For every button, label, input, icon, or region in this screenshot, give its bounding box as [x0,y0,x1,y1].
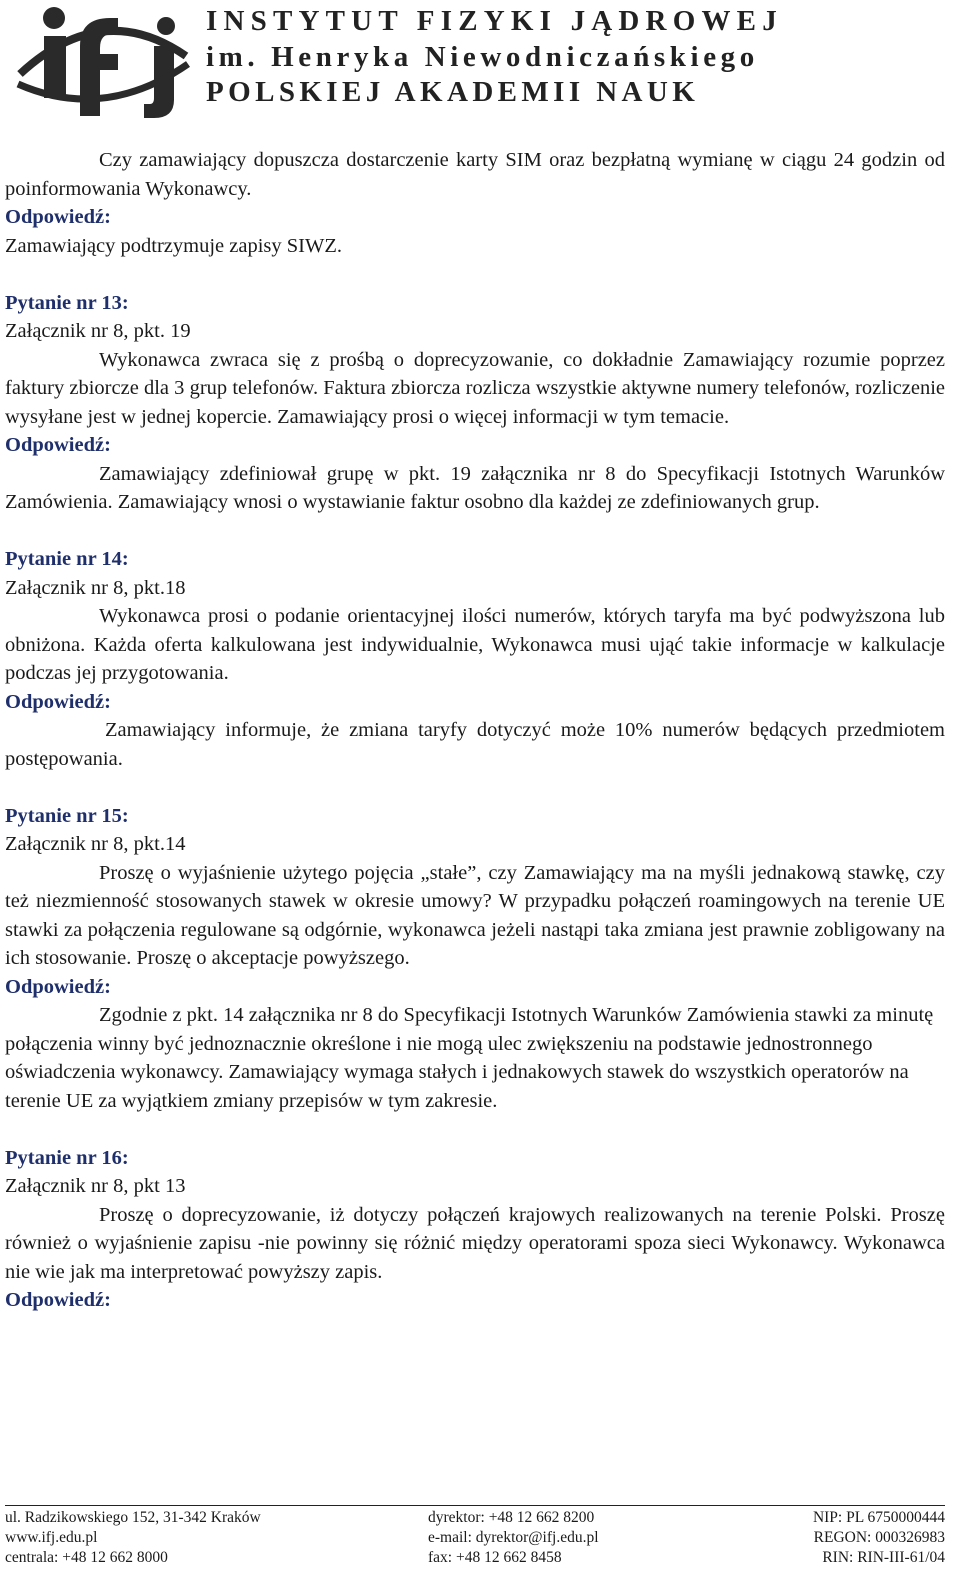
question-13-text: Wykonawca zwraca się z prośbą o doprecyzowanie, co dokładnie Zamawiający rozumie poprzez faktury zbiorcze dla 3 grup telefonów. Faktura zbiorcza rozlicza wszystkie aktywne numery telefonów, rozliczenie wysyłane jest w jednej kopercie. Zamawiający prosi o więcej informacji w tym temacie. [5,348,945,428]
question-14-reference: Załącznik nr 8, pkt.18 [5,576,186,599]
footer-address: ul. Radzikowskiego 152, 31-342 Kraków [5,1509,261,1526]
question-14-title: Pytanie nr 14: [5,548,129,570]
institute-name-line-1: INSTYTUT FIZYKI JĄDROWEJ [206,5,783,37]
question-12-answer: Zamawiający podtrzymuje zapisy SIWZ. [5,234,342,257]
question-15-reference: Załącznik nr 8, pkt.14 [5,833,186,855]
question-13-answer: Zamawiający zdefiniował grupę w pkt. 19 załącznika nr 8 do Specyfikacji Istotnych Warunków Zamówienia. Zamawiający wnosi o wystawianie faktur osobno dla każdej ze zdefiniowanych grup. [5,462,945,513]
question-14-text: Wykonawca prosi o podanie orientacyjnej ilości numerów, których taryfa ma być podwyższona lub obniżona. Każda oferta kalkulowana jest indywidualnie, Wykonawca musi ująć takie informacje w kalkulacje podczas jej przygotowania. [5,605,945,684]
footer-nip: NIP: PL 6750000444 [812,1509,945,1526]
question-15-text: Proszę o wyjaśnienie użytego pojęcia „stałe”, czy Zamawiający ma na myśli jednakową stawkę, czy też niezmienność stosowanych stawek w okresie umowy? W przypadku połączeń roamingowych na terenie UE stawki za połączenia regulowane są odgórnie, wykonawca jeżeli nastąpi taka zmiana jest prawnie zobligowany na ich stosowanie. Proszę o akceptacje powyższego. [5,861,945,969]
document-body [5,146,945,1315]
question-16-reference: Załącznik nr 8, pkt 13 [5,1175,186,1197]
question-15-answer-label: Odpowiedź: [5,975,111,998]
ifj-logo-icon [14,4,190,120]
question-15-answer: Zgodnie z pkt. 14 załącznika nr 8 do Specyfikacji Istotnych Warunków Zamówienia stawki za minutę połączenia winny być jednoznacznie określone i nie mogą ulec zwiększeniu na podstawie jednostronnego oświadczenia wykonawcy. Zamawiający wymaga stałych i jednakowych stawek do wszystkich operatorów na terenie UE za wyjątkiem zmiany przepisów w tym zakresie. [5,1004,934,1112]
question-13-reference: Załącznik nr 8, pkt. 19 [5,320,191,342]
footer-registry-column [813,1508,945,1568]
question-16-text: Proszę o doprecyzowanie, iż dotyczy połączeń krajowych realizowanych na terenie Polski. Proszę również o wyjaśnienie zapisu -nie powinny się różnić między operatorami spoza sieci Wykonawcy. Wykonawca nie wie jak ma interpretować powyższy zapis. [5,1203,945,1283]
footer-website-link[interactable]: www.ifj.edu.pl [5,1529,98,1546]
institute-name-line-2: im. Henryka Niewodniczańskiego [206,41,759,73]
svg-text:ifj: ifj [102,113,104,115]
question-13-title: Pytanie nr 13: [5,291,129,314]
footer-director-phone: dyrektor: +48 12 662 8200 [428,1509,595,1526]
footer-contact-column [428,1508,599,1568]
question-15-title: Pytanie nr 15: [5,804,129,827]
question-14-answer-label: Odpowiedź: [5,690,111,713]
footer-email-link[interactable]: e-mail: dyrektor@ifj.edu.pl [428,1529,599,1546]
footer-rin: RIN: RIN-III-61/04 [822,1549,945,1566]
question-14-answer: Zamawiający informuje, że zmiana taryfy dotyczyć może 10% numerów będących przedmiotem postępowania. [5,719,945,770]
question-13-answer-label: Odpowiedź: [5,434,111,456]
footer-divider [5,1505,945,1506]
question-16-title: Pytanie nr 16: [5,1146,129,1169]
question-12-answer-label: Odpowiedź: [5,206,111,228]
footer-regon: REGON: 000326983 [813,1529,945,1546]
footer-address-column [5,1508,261,1568]
question-16-answer-label: Odpowiedź: [5,1289,111,1311]
question-12-text: Czy zamawiający dopuszcza dostarczenie karty SIM oraz bezpłatną wymianę w ciągu 24 godzin od poinformowania Wykonawcy. [5,149,945,200]
page-header [0,0,960,128]
institute-name-line-3: POLSKIEJ AKADEMII NAUK [206,76,700,108]
footer-fax: fax: +48 12 662 8458 [428,1549,562,1566]
footer-centrala-phone: centrala: +48 12 662 8000 [5,1549,168,1566]
